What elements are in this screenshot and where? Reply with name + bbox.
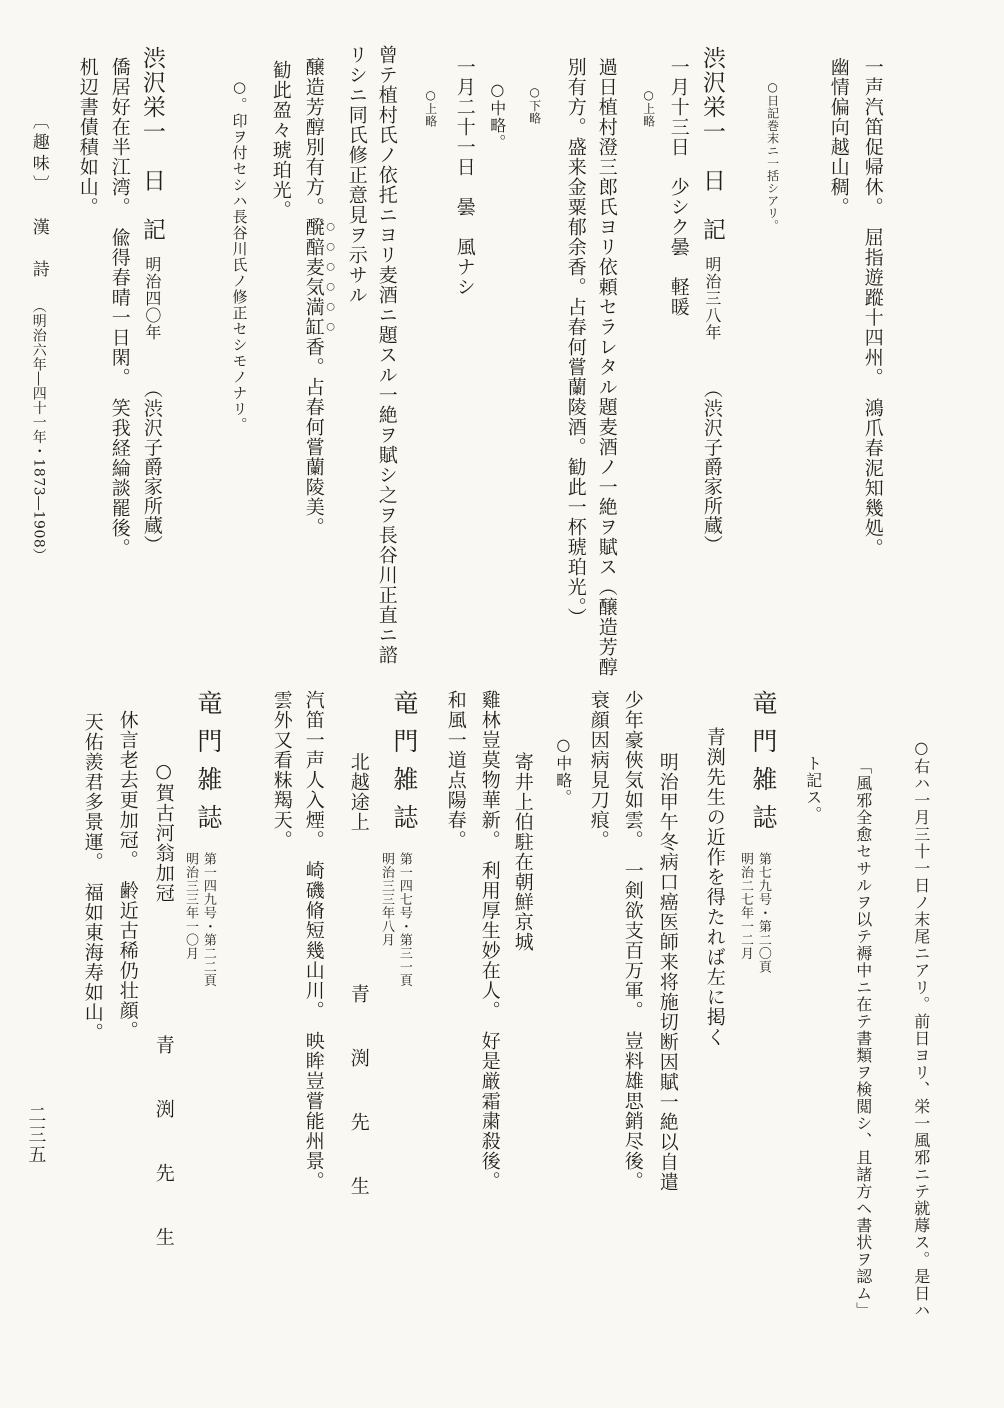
revised-poem-line: [301, 57, 336, 537]
poem-line: 雲外又看粖羯天。: [270, 690, 293, 850]
omission-mark: ○中略。: [553, 735, 573, 806]
section-heading-ryumon-149: [182, 690, 224, 987]
section-heading-diary-m38: [696, 46, 726, 555]
diary-title: 渋沢栄一 日 記: [698, 46, 725, 242]
diary-text-line: 別有方。盛来金粟郁余香。占春何嘗蘭陵酒。勧此一杯琥珀光。）: [564, 57, 587, 628]
citation-issue-page: 第一四九号・第二二頁: [200, 852, 216, 987]
omission-mark: ○上略: [641, 88, 656, 128]
running-head-category: 〔趣味〕: [28, 112, 49, 196]
poem-segment: 醸造芳醇別有方。: [302, 57, 325, 217]
section-heading-ryumon-79: [737, 690, 779, 974]
diary-year: 明治三八年: [702, 256, 722, 341]
poem-title-with-author: [346, 752, 371, 1208]
magazine-title: 竜門雑誌: [389, 690, 419, 842]
poem-segment-emphasized: 醗醅麦気満缸: [302, 217, 325, 337]
running-head-daterange: （明治六年―四十一年・1873―1908）: [30, 299, 47, 563]
page-number: 二三五: [25, 1105, 47, 1165]
diary-year: 明治四〇年: [142, 256, 162, 341]
magazine-title: 竜門雑誌: [193, 690, 223, 842]
diary-text-line: 過日植村澄三郎氏ヨリ依頼セラレタル題麦酒ノ一絶ヲ賦ス（醸造芳醇: [595, 57, 618, 677]
citation-date: 明治二七年一二月: [737, 852, 753, 960]
magazine-title: 竜門雑誌: [748, 690, 778, 842]
diary-text-line: リシニ同氏修正意見ヲ示サル: [345, 45, 368, 305]
poem-title-with-author: [151, 760, 176, 1259]
omission-mark: ○下略: [527, 85, 542, 125]
citation-issue-page: 第七九号・第二〇頁: [755, 852, 771, 974]
poem-line: 天佑羨君多景運。 福如東海寿如山。: [81, 712, 104, 1043]
poem-author: 青 渕 先 生: [152, 1035, 175, 1259]
diary-owner: （渋沢子爵家所蔵）: [700, 379, 723, 555]
editorial-note: 「風邪全愈セサルヲ以テ褥中ニ在テ書類ヲ検閲シ、且諸方ヘ書状ヲ認ム」: [853, 758, 873, 1319]
poem-title: ○賀古河翁加冠: [152, 760, 175, 903]
poem-line: 机辺書債積如山。: [76, 57, 99, 217]
editorial-note: ト記ス。: [803, 755, 823, 823]
diary-text-line: 曾テ植村氏ノ依托ニヨリ麦酒ニ題スル一絶ヲ賦シ之ヲ長谷川正直ニ諮: [375, 45, 398, 665]
citation: [737, 852, 770, 974]
poem-title: 北越途上: [347, 752, 370, 832]
poem-line: 和風一道点陽春。: [444, 690, 467, 850]
poem-title: 明治甲午冬病口癌医師来将施切断因賦一絶以自遣: [656, 752, 679, 1192]
running-head: [26, 112, 51, 563]
citation-issue-page: 第一四七号・第三一頁: [396, 852, 412, 987]
citation-date: 明治三三年八月: [378, 852, 394, 947]
citation-date: 明治三三年一〇月: [182, 852, 198, 960]
running-head-genre: 漢 詩: [28, 218, 49, 281]
poem-line: 衰顔因病見刀痕。: [587, 690, 610, 850]
omission-mark: ○中略。: [487, 80, 507, 151]
revised-poem-line: 勧此盈々琥珀光。: [269, 60, 292, 220]
poem-line: 一声汽笛促帰休。 屈指遊蹤十四州。 鴻爪春泥知幾処。: [861, 57, 884, 558]
citation: [182, 852, 215, 987]
diary-owner: （渋沢子爵家所蔵）: [140, 379, 163, 555]
section-heading-diary-m40: [136, 46, 166, 555]
diary-date-line: 一月二十一日 曇 風ナシ: [453, 57, 476, 297]
intro-line: 青渕先生の近作を得たれば左に掲く: [703, 727, 726, 1047]
correction-note: ○。印ヲ付セシハ長谷川氏ノ修正セシモノナリ。: [230, 78, 249, 433]
poem-segment: 香。占春何嘗蘭陵美。: [302, 337, 325, 537]
poem-line: 休言老去更加冠。 齢近古稀仍壮顔。: [116, 710, 139, 1041]
poem-title: 寄井上伯駐在朝鮮京城: [511, 752, 534, 952]
diary-title: 渋沢栄一 日 記: [138, 46, 165, 242]
section-heading-ryumon-147: [378, 690, 420, 987]
poem-line: 僑居好在半江湾。 偸得春晴一日閑。 笑我経綸談罷後。: [108, 57, 131, 558]
citation: [378, 852, 411, 987]
poem-author: 青 渕 先 生: [347, 984, 370, 1208]
omission-mark: ○上略: [423, 88, 438, 128]
editorial-note: ○日記巻末ニ一括シアリ。: [765, 80, 780, 232]
editorial-note: ○右ハ一月三十一日ノ末尾ニアリ。前日ヨリ、栄一風邪ニテ就蓐ス。是日ハ: [911, 738, 931, 1319]
poem-line: 汽笛一声人入煙。 崎磯脩短幾山川。 映眸豈嘗能州景。: [302, 690, 325, 1191]
poem-line: 少年豪俠気如雲。 一剣欲支百万軍。 豈料雄思銷尽後。: [621, 690, 644, 1191]
poem-line: 幽情偏向越山稠。: [827, 57, 850, 217]
diary-date-line: 一月十三日 少シク曇 軽暖: [667, 57, 690, 317]
poem-line: 雞林豈莫物華新。 利用厚生妙在人。 好是厳霜粛殺後。: [478, 690, 501, 1191]
